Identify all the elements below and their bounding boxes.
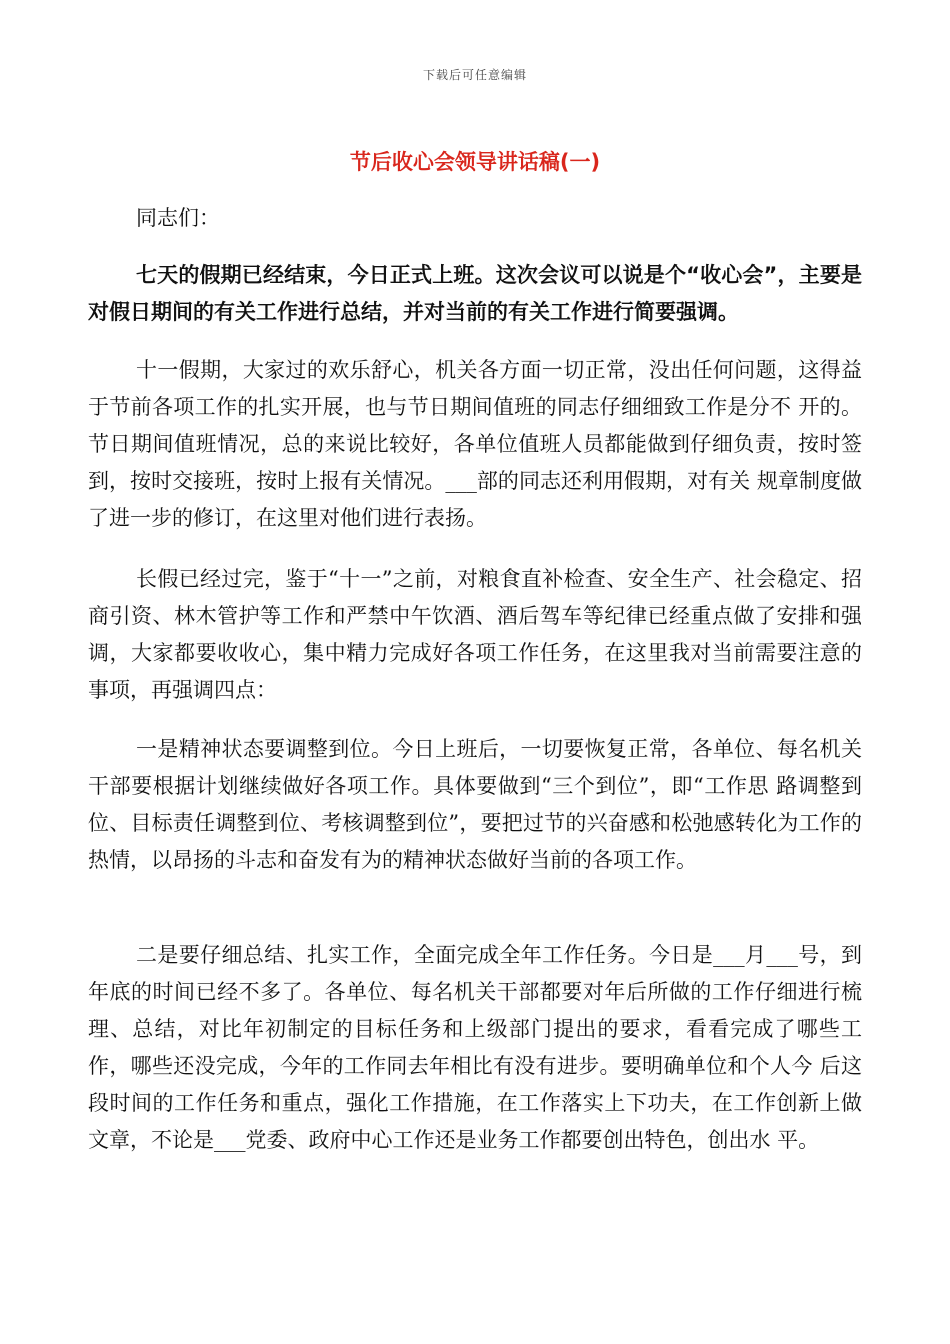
header-note: 下载后可任意编辑: [422, 68, 527, 82]
paragraph-point-two: 二是要仔细总结、扎实工作，全面完成全年工作任务。今日是___月___号，到年底的时间已经不多了。各单位、每名机关干部都要对年后所做的工作仔细进行梳理、总结，对比年初制定的目标任务和上级部门提出的要求，看看完成了哪些工作，哪些还没完成，今年的工作同去年相比有没有进步。要明确单位和个人今 后这段时间的工作任务和重点，强化工作措施，在工作落实上下功夫，在工作创新上做文章，不论是___党委、政府中心工作还是业务工作都要创出特色，创出水 平。: [88, 943, 862, 1152]
document-title: 节后收心会领导讲话稿(一): [349, 150, 601, 174]
greeting: 同志们：: [136, 206, 220, 230]
paragraph-point-one: 一是精神状态要调整到位。今日上班后，一切要恢复正常，各单位、每名机关干部要根据计划继续做好各项工作。具体要做到“三个到位”，即“工作思 路调整到位、目标责任调整到位、考核调整到位”，要把过节的兴奋感和松弛感转化为工作的热情，以昂扬的斗志和奋发有为的精神状态做好当前的各项工作。: [88, 737, 862, 872]
paragraph-focus-work: 长假已经过完，鉴于“十一”之前，对粮食直补检查、安全生产、社会稳定、招商引资、林木管护等工作和严禁中午饮酒、酒后驾车等纪律已经重点做了安排和强调，大家都要收收心，集中精力完成好各项工作任务，在这里我对当前需要注意的事项，再强调四点：: [88, 567, 862, 702]
paragraph-holiday-summary: 十一假期，大家过的欢乐舒心，机关各方面一切正常，没出任何问题，这得益于节前各项工作的扎实开展，也与节日期间值班的同志仔细细致工作是分不 开的。节日期间值班情况，总的来说比较好，各单位值班人员都能做到仔细负责，按时签到，按时交接班，按时上报有关情况。___部的同志还利用假期，对有关 规章制度做了进一步的修订，在这里对他们进行表扬。: [88, 358, 862, 530]
intro-paragraph: 七天的假期已经结束，今日正式上班。这次会议可以说是个“收心会”，主要是对假日期间的有关工作进行总结，并对当前的有关工作进行简要强调。: [88, 263, 862, 324]
